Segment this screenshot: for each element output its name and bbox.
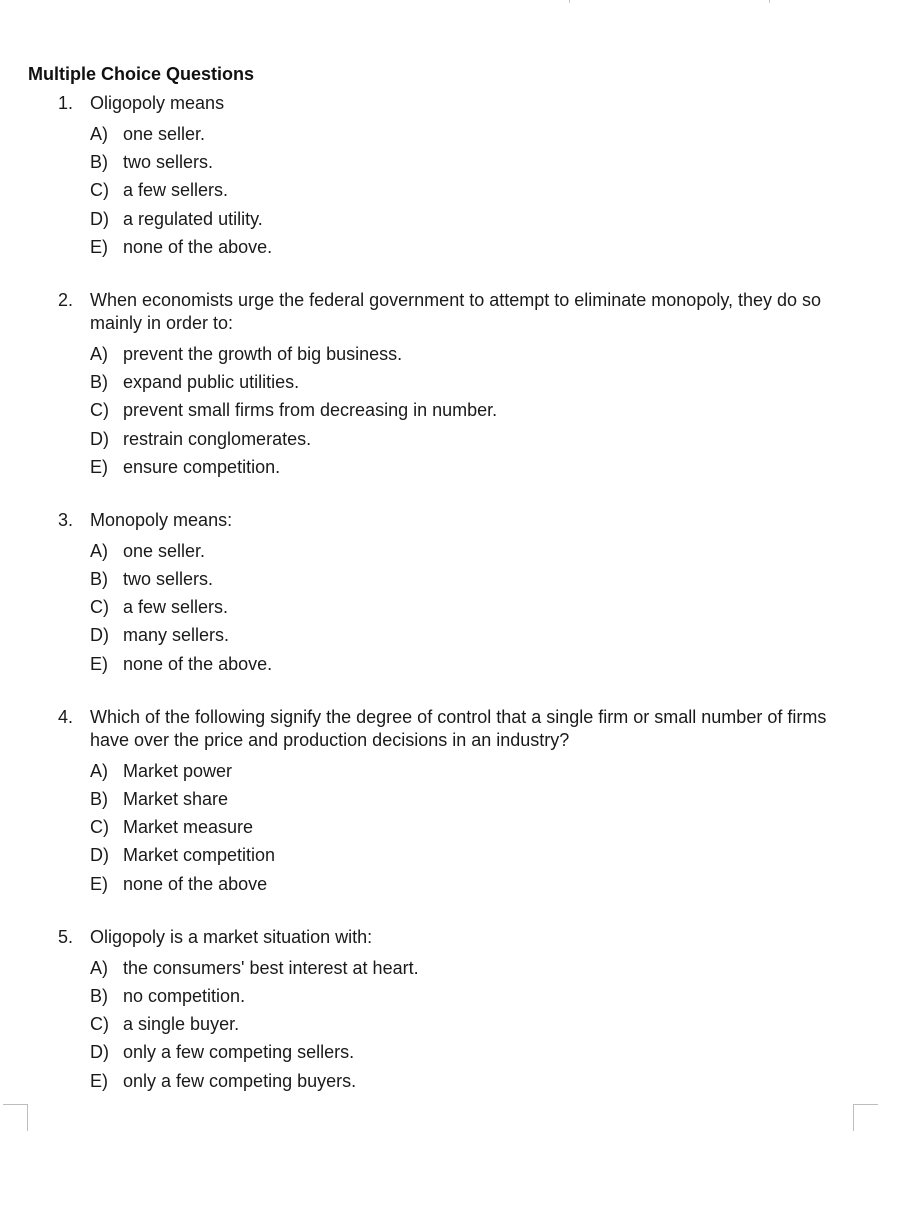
option-letter: A) [90, 957, 108, 978]
option-text: Market competition [123, 845, 276, 866]
option-e [90, 870, 858, 898]
option-a [90, 120, 858, 148]
option-list [90, 537, 858, 678]
option-c [90, 1010, 858, 1038]
option-b [90, 565, 858, 593]
option-letter: E) [90, 653, 108, 674]
option-letter: E) [90, 873, 108, 894]
option-text: a single buyer. [123, 1014, 240, 1035]
option-letter: E) [90, 236, 108, 257]
option-text: a few sellers. [123, 180, 229, 201]
option-letter: D) [90, 625, 109, 646]
option-letter: C) [90, 400, 109, 421]
option-letter: B) [90, 789, 108, 809]
option-b [90, 368, 858, 396]
option-letter: A) [90, 540, 108, 561]
option-text: ensure competition. [123, 456, 281, 477]
option-letter: D) [90, 428, 109, 449]
question-5 [58, 926, 858, 1095]
question-number: 2. [58, 289, 74, 310]
option-letter: A) [90, 760, 108, 781]
option-letter: B) [90, 152, 108, 173]
option-letter: C) [90, 597, 109, 618]
option-text: no competition. [123, 985, 246, 1006]
question-text: Which of the following signify the degree of control that a single firm or small number of firms have over the price and production decisions in an industry? [90, 706, 827, 750]
option-a [90, 340, 858, 368]
option-text: restrain conglomerates. [123, 428, 312, 449]
option-text: the consumers' best interest at heart. [123, 957, 419, 978]
question-text: When economists urge the federal government to attempt to eliminate monopoly, they do so mainly in order to: [90, 289, 822, 333]
option-text: many sellers. [123, 625, 230, 646]
option-e [90, 453, 858, 481]
option-text: one seller. [123, 124, 206, 144]
option-text: only a few competing buyers. [123, 1070, 357, 1091]
option-text: a few sellers. [123, 597, 229, 618]
option-letter: C) [90, 180, 109, 201]
option-letter: B) [90, 985, 108, 1006]
option-text: none of the above [123, 873, 268, 894]
option-c [90, 593, 858, 621]
page-corner-mark-left [3, 1104, 28, 1131]
option-letter: D) [90, 208, 109, 229]
option-text: a regulated utility. [123, 208, 263, 229]
question-list [58, 92, 858, 1123]
option-d [90, 1038, 858, 1066]
option-text: prevent the growth of big business. [123, 343, 403, 364]
option-list [90, 120, 858, 261]
option-list [90, 340, 858, 481]
option-a [90, 954, 858, 982]
question-text: Oligopoly means [90, 93, 225, 113]
question-number: 5. [58, 926, 74, 947]
option-letter: D) [90, 1042, 109, 1063]
option-text: only a few competing sellers. [123, 1042, 355, 1063]
question-4 [58, 706, 858, 898]
option-c [90, 176, 858, 204]
option-b [90, 982, 858, 1010]
option-text: Market share [123, 789, 229, 809]
option-letter: C) [90, 1014, 109, 1035]
option-d [90, 841, 858, 869]
option-text: prevent small firms from decreasing in number. [123, 400, 498, 421]
top-crop-mark [569, 0, 570, 3]
option-list [90, 954, 858, 1095]
question-number: 4. [58, 706, 74, 727]
question-number: 3. [58, 509, 74, 530]
option-e [90, 650, 858, 678]
option-text: Market measure [123, 817, 254, 838]
question-text: Oligopoly is a market situation with: [90, 926, 373, 947]
option-letter: B) [90, 569, 108, 590]
question-2 [58, 289, 858, 481]
option-letter: B) [90, 372, 108, 393]
question-text: Monopoly means: [90, 509, 233, 530]
option-e [90, 233, 858, 261]
option-letter: A) [90, 343, 108, 364]
option-b [90, 148, 858, 176]
option-letter: C) [90, 817, 109, 838]
option-d [90, 205, 858, 233]
option-text: two sellers. [123, 569, 214, 590]
question-number: 1. [58, 93, 74, 113]
option-letter: A) [90, 124, 108, 144]
page-corner-mark-right [853, 1104, 878, 1131]
option-letter: E) [90, 456, 108, 477]
option-text: two sellers. [123, 152, 214, 173]
top-crop-mark [769, 0, 770, 3]
option-c [90, 396, 858, 424]
option-text: expand public utilities. [123, 372, 300, 393]
question-3 [58, 509, 858, 678]
option-b [90, 785, 858, 813]
option-text: one seller. [123, 540, 206, 561]
option-d [90, 621, 858, 649]
option-text: Market power [123, 760, 233, 781]
option-text: none of the above. [123, 236, 273, 257]
option-a [90, 537, 858, 565]
option-letter: D) [90, 845, 109, 866]
option-c [90, 813, 858, 841]
option-a [90, 757, 858, 785]
option-e [90, 1067, 858, 1095]
option-text: none of the above. [123, 653, 273, 674]
section-heading: Multiple Choice Questions [28, 64, 255, 84]
question-1 [58, 92, 858, 261]
option-d [90, 425, 858, 453]
option-letter: E) [90, 1070, 108, 1091]
option-list [90, 757, 858, 898]
